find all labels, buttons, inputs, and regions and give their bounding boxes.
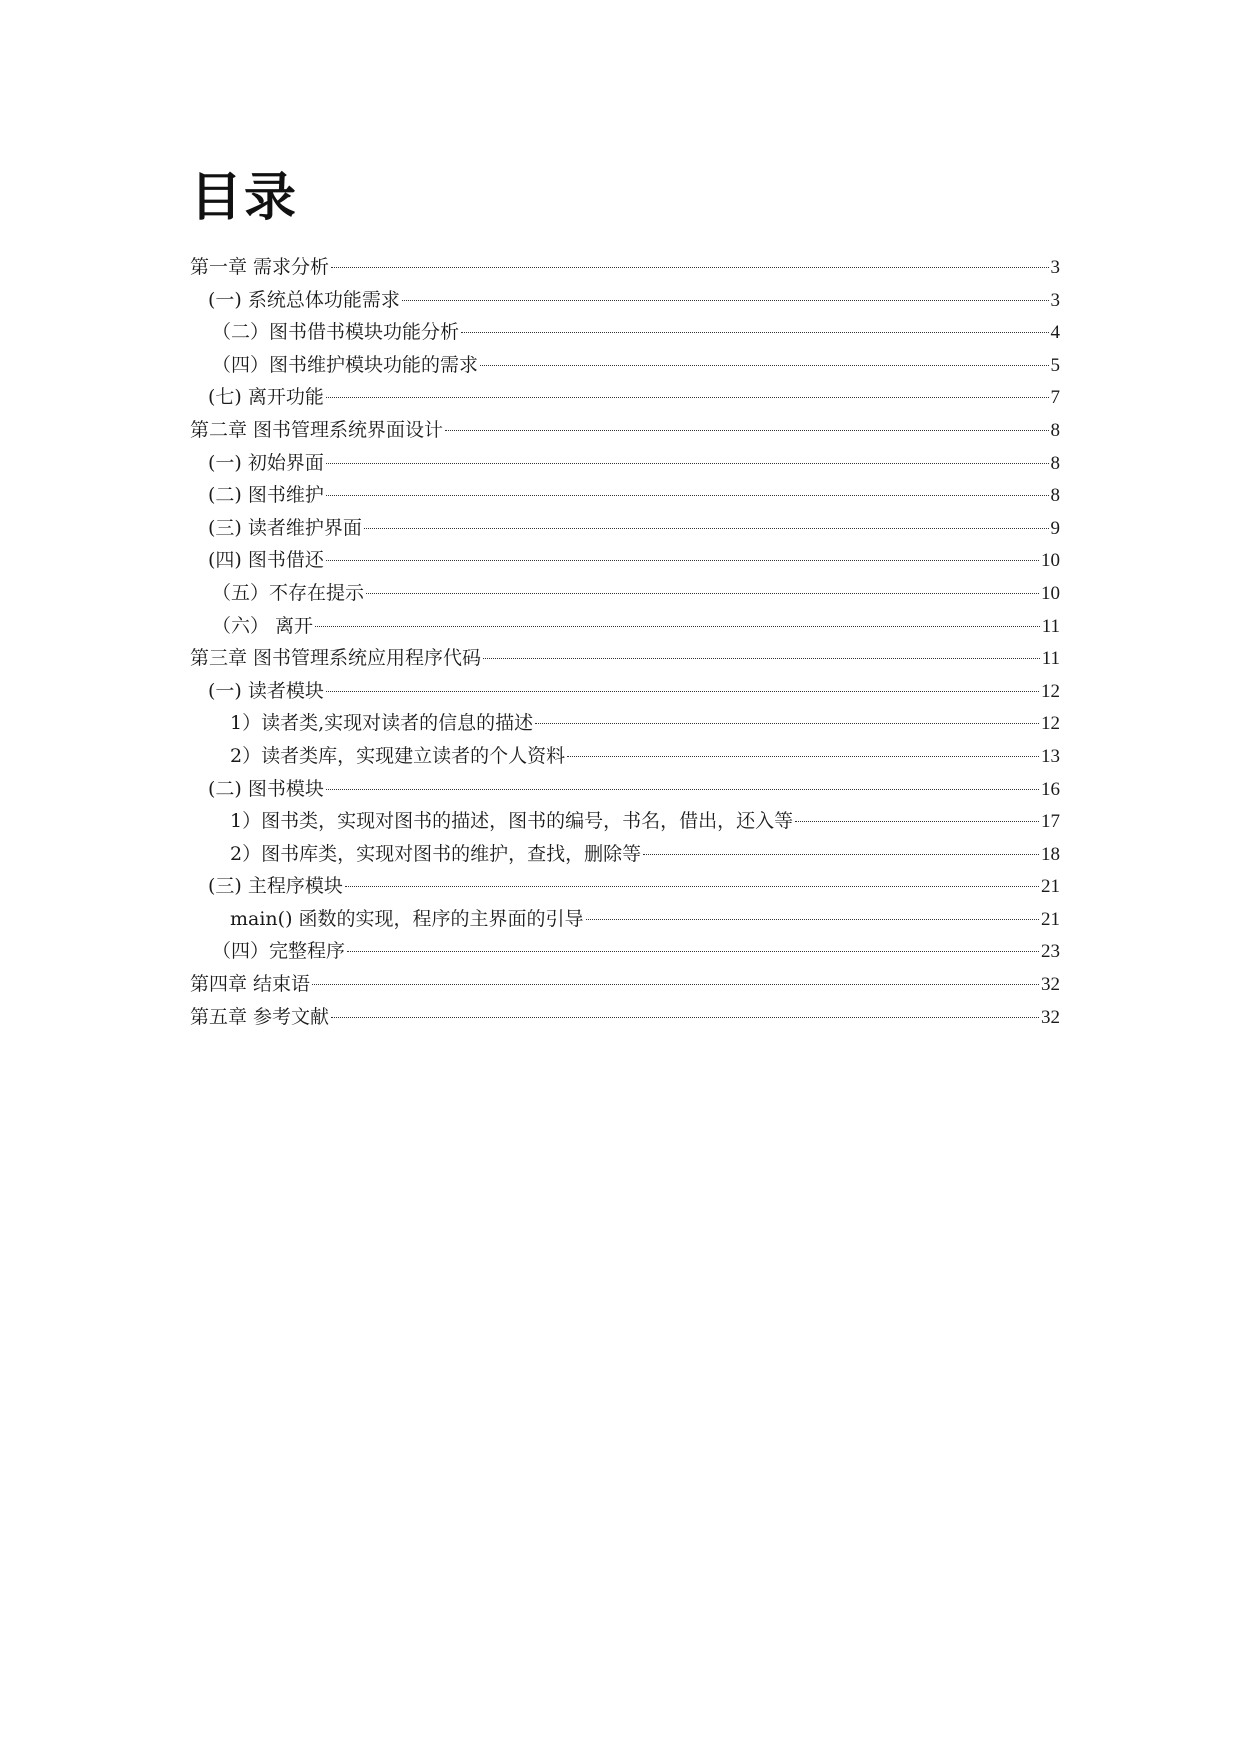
toc-entry[interactable]: [190, 381, 1060, 414]
toc-dot-leader: [480, 365, 1048, 366]
toc-page-number: 32: [1041, 1006, 1060, 1028]
toc-page-number: 3: [1050, 289, 1060, 311]
toc-page-number: 8: [1050, 419, 1060, 441]
toc-page-number: 21: [1041, 876, 1060, 898]
toc-page-number: 12: [1041, 713, 1060, 735]
toc-page-number: 3: [1050, 257, 1060, 278]
toc-entry-text[interactable]: (一) 初始界面: [208, 451, 324, 474]
toc-dot-leader: [402, 300, 1049, 301]
toc-dot-leader: [331, 1017, 1039, 1018]
toc-dot-leader: [483, 658, 1040, 659]
toc-dot-leader: [315, 626, 1040, 627]
toc-entry[interactable]: [190, 968, 1060, 1001]
toc-entry-text[interactable]: (二) 图书模块: [208, 777, 324, 800]
toc-entry-text[interactable]: (一) 读者模块: [208, 679, 324, 702]
toc-entry[interactable]: [190, 675, 1060, 708]
toc-entry[interactable]: [190, 773, 1060, 806]
toc-dot-leader: [535, 723, 1039, 724]
toc-entry-text[interactable]: (四) 图书借还: [208, 549, 324, 572]
toc-dot-leader: [326, 789, 1039, 790]
toc-dot-leader: [445, 430, 1048, 431]
toc-page-number: 10: [1041, 550, 1060, 572]
toc-dot-leader: [326, 463, 1049, 464]
toc-page-number: 11: [1041, 615, 1060, 637]
toc-page-number: 21: [1041, 908, 1060, 930]
toc-dot-leader: [795, 821, 1039, 822]
toc-entry[interactable]: [190, 1001, 1060, 1034]
toc-dot-leader: [326, 495, 1049, 496]
toc-page-number: 12: [1041, 680, 1060, 702]
toc-entry[interactable]: [190, 642, 1060, 675]
toc-dot-leader: [326, 691, 1039, 692]
toc-entry-text[interactable]: 第三章 图书管理系统应用程序代码: [190, 647, 482, 670]
toc-entry[interactable]: [190, 512, 1060, 545]
toc-page-number: 9: [1050, 517, 1060, 539]
toc-entry-text[interactable]: 1）读者类,实现对读者的信息的描述: [230, 712, 534, 735]
toc-entry[interactable]: [190, 349, 1060, 382]
toc-title: 目录: [190, 168, 299, 228]
toc-entry[interactable]: [190, 316, 1060, 349]
toc-entry[interactable]: [190, 838, 1060, 871]
toc-page-number: 4: [1050, 322, 1060, 344]
toc-page-number: 16: [1041, 778, 1060, 800]
toc-page-number: 11: [1041, 648, 1060, 670]
toc-page-number: 8: [1050, 485, 1060, 507]
toc-page-number: 10: [1041, 582, 1060, 604]
toc-entry[interactable]: [190, 284, 1060, 317]
toc-entry-text[interactable]: 第二章 图书管理系统界面设计: [190, 418, 444, 441]
toc-entry[interactable]: [190, 544, 1060, 577]
toc-entry-text[interactable]: 1）图书类，实现对图书的描述，图书的编号，书名，借出，还入等: [230, 810, 794, 833]
toc-entry-text[interactable]: (三) 主程序模块: [208, 875, 343, 898]
toc-entry-text[interactable]: 第五章 参考文献: [190, 1005, 330, 1028]
toc-entry[interactable]: [190, 447, 1060, 480]
toc-entry-text[interactable]: 第一章 需求分析: [190, 256, 330, 278]
toc-entry[interactable]: [190, 414, 1060, 447]
toc-entry-text[interactable]: 第四章 结束语: [190, 973, 311, 996]
toc-dot-leader: [326, 397, 1049, 398]
toc-entry-text[interactable]: 2）读者类库，实现建立读者的个人资料: [230, 744, 566, 767]
toc-entry[interactable]: [190, 251, 1060, 284]
toc-dot-leader: [586, 919, 1039, 920]
toc-entry[interactable]: [190, 870, 1060, 903]
toc-entry[interactable]: [190, 935, 1060, 968]
toc-entry[interactable]: [190, 707, 1060, 740]
toc-entry-text[interactable]: (七) 离开功能: [208, 386, 324, 409]
toc-entry[interactable]: [190, 577, 1060, 610]
toc-entry-text[interactable]: (一) 系统总体功能需求: [208, 288, 400, 311]
toc-dot-leader: [567, 756, 1039, 757]
toc-entry-text[interactable]: （四）图书维护模块功能的需求: [212, 353, 479, 376]
toc-entry-text[interactable]: （六） 离开: [212, 614, 314, 637]
toc-dot-leader: [347, 951, 1039, 952]
toc-dot-leader: [326, 560, 1039, 561]
toc-page-number: 32: [1041, 974, 1060, 996]
toc-entry[interactable]: [190, 805, 1060, 838]
toc-entry-text[interactable]: (三) 读者维护界面: [208, 516, 362, 539]
toc-entry-text[interactable]: (二) 图书维护: [208, 484, 324, 507]
toc-entry-text[interactable]: （四）完整程序: [212, 940, 346, 963]
toc-page-number: 8: [1050, 452, 1060, 474]
toc-page-number: 17: [1041, 811, 1060, 833]
toc-list: [190, 251, 1060, 1033]
toc-entry[interactable]: [190, 740, 1060, 773]
toc-page-number: 13: [1041, 745, 1060, 767]
toc-entry[interactable]: [190, 479, 1060, 512]
toc-page-number: 18: [1041, 843, 1060, 865]
toc-dot-leader: [364, 528, 1049, 529]
toc-entry-text[interactable]: （五）不存在提示: [212, 581, 365, 604]
toc-dot-leader: [643, 854, 1039, 855]
toc-dot-leader: [461, 332, 1048, 333]
toc-entry-text[interactable]: （二）图书借书模块功能分析: [212, 321, 460, 344]
toc-entry[interactable]: [190, 610, 1060, 643]
toc-dot-leader: [345, 886, 1039, 887]
toc-dot-leader: [312, 984, 1039, 985]
toc-entry[interactable]: [190, 903, 1060, 936]
toc-dot-leader: [331, 267, 1048, 268]
toc-page-number: 7: [1050, 387, 1060, 409]
toc-page-number: 23: [1041, 941, 1060, 963]
toc-page-number: 5: [1050, 354, 1060, 376]
toc-entry-text[interactable]: main() 函数的实现，程序的主界面的引导: [230, 907, 584, 930]
toc-entry-text[interactable]: 2）图书库类，实现对图书的维护，查找，删除等: [230, 842, 642, 865]
toc-dot-leader: [366, 593, 1039, 594]
